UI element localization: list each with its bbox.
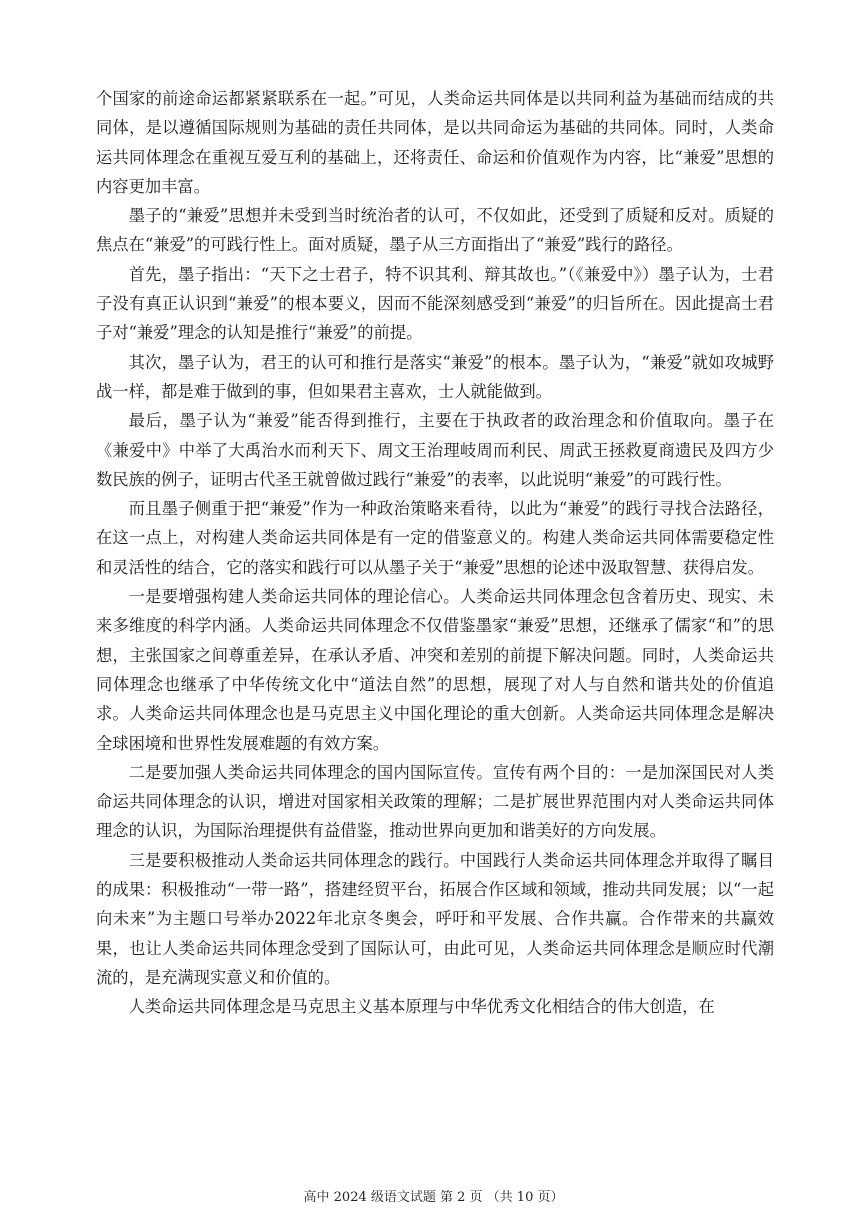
paragraph-6: 而且墨子侧重于把“兼爱”作为一种政治策略来看待，以此为“兼爱”的践行寻找合法路径，在这一点上，对构建人类命运共同体是有一定的借鉴意义的。构建人类命运共同体需要稳定性和灵活性的结合，它的落实和践行可以从墨子关于“兼爱”思想的论述中汲取智慧、获得启发。 — [96, 499, 774, 577]
paragraph-5: 最后，墨子认为“兼爱”能否得到推行，主要在于执政者的政治理念和价值取向。墨子在《兼爱中》中举了大禹治水而利天下、周文王治理岐周而利民、周武王拯救夏商遗民及四方少数民族的例子，证明古代圣王就曾做过践行“兼爱”的表率，以此说明“兼爱”的可践行性。 — [96, 411, 774, 489]
paragraph-3: 首先，墨子指出：“天下之士君子，特不识其利、辩其故也。”（《兼爱中》）墨子认为，士君子没有真正认识到“兼爱”的根本要义，因而不能深刻感受到“兼爱”的归旨所在。因此提高士君子对“兼爱”理念的认知是推行“兼爱”的前提。 — [96, 264, 774, 343]
document-body — [96, 84, 774, 1022]
paragraph-2: 墨子的“兼爱”思想并未受到当时统治者的认可，不仅如此，还受到了质疑和反对。质疑的焦点在“兼爱”的可践行性上。面对质疑，墨子从三方面指出了“兼爱”践行的路径。 — [96, 206, 774, 255]
paragraph-9: 三是要积极推动人类命运共同体理念的践行。中国践行人类命运共同体理念并取得了瞩目的成果：积极推动“一带一路”，搭建经贸平台，拓展合作区域和领域，推动共同发展；以“一起向未来”为主题口号举办2022年北京冬奥会，呼吁和平发展、合作共赢。合作带来的共赢效果，也让人类命运共同体理念受到了国际认可，由此可见，人类命运共同体理念是顺应时代潮流的，是充满现实意义和价值的。 — [96, 850, 774, 987]
page-footer: 高中 2024 级语文试题 第 2 页 （共 10 页） — [303, 1190, 564, 1205]
paragraph-8: 二是要加强人类命运共同体理念的国内国际宣传。宣传有两个目的：一是加深国民对人类命运共同体理念的认识，增进对国家相关政策的理解；二是扩展世界范围内对人类命运共同体理念的认识，为国际治理提供有益借鉴，推动世界向更加和谐美好的方向发展。 — [96, 762, 774, 841]
paragraph-7: 一是要增强构建人类命运共同体的理论信心。人类命运共同体理念包含着历史、现实、未来多维度的科学内涵。人类命运共同体理念不仅借鉴墨家“兼爱”思想，还继承了儒家“和”的思想，主张国家之间尊重差异，在承认矛盾、冲突和差别的前提下解决问题。同时，人类命运共同体理念也继承了中华传统文化中“道法自然”的思想，展现了对人与自然和谐共处的价值追求。人类命运共同体理念也是马克思主义中国化理论的重大创新。人类命运共同体理念是解决全球困境和世界性发展难题的有效方案。 — [96, 587, 774, 753]
paragraph-1: 个国家的前途命运都紧紧联系在一起。”可见，人类命运共同体是以共同利益为基础而结成的共同体，是以遵循国际规则为基础的责任共同体，是以共同命运为基础的共同体。同时，人类命运共同体理念在重视互爱互利的基础上，还将责任、命运和价值观作为内容，比“兼爱”思想的内容更加丰富。 — [96, 89, 774, 196]
paragraph-10: 人类命运共同体理念是马克思主义基本原理与中华优秀文化相结合的伟大创造，在 — [128, 997, 715, 1017]
paragraph-4: 其次，墨子认为，君王的认可和推行是落实“兼爱”的根本。墨子认为，“兼爱”就如攻城野战一样，都是难于做到的事，但如果君主喜欢，士人就能做到。 — [96, 352, 774, 401]
